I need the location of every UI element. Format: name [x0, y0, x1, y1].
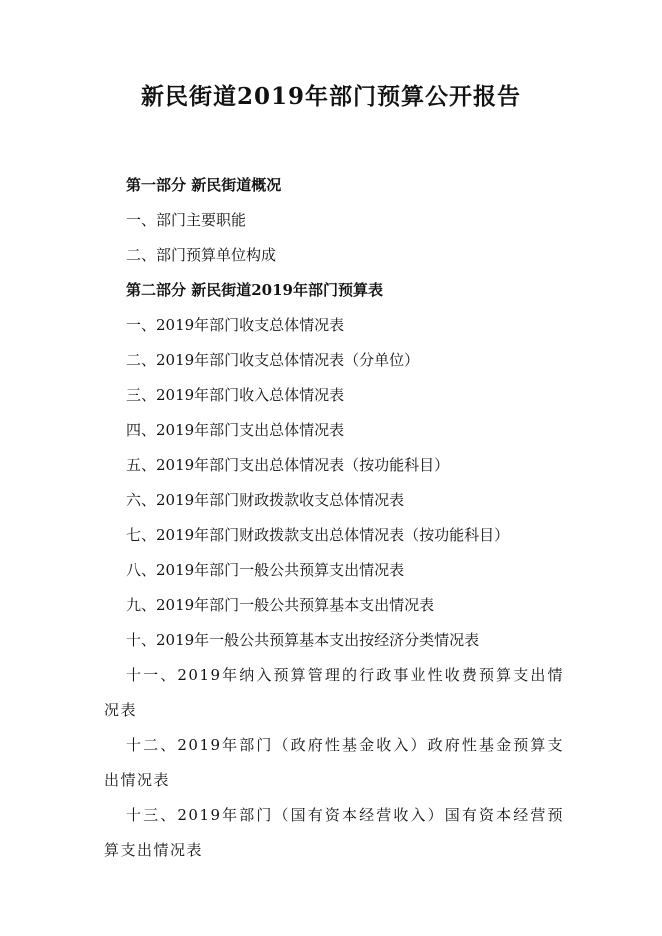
toc-section-heading: 第二部分 新民街道2019年部门预算表 — [126, 281, 383, 299]
toc-item: 十二、2019年部门（政府性基金收入）政府性基金预算支出情况表 — [104, 736, 564, 789]
toc-item: 十三、2019年部门（国有资本经营收入）国有资本经营预算支出情况表 — [104, 806, 564, 859]
toc-item: 十、2019年一般公共预算基本支出按经济分类情况表 — [126, 631, 480, 649]
toc-item: 二、2019年部门收支总体情况表（分单位） — [126, 351, 420, 369]
toc-item: 七、2019年部门财政拨款支出总体情况表（按功能科目） — [126, 526, 510, 544]
toc-item: 二、部门预算单位构成 — [126, 246, 277, 264]
toc-item: 一、2019年部门收支总体情况表 — [126, 316, 345, 334]
toc-item: 五、2019年部门支出总体情况表（按功能科目） — [126, 456, 450, 474]
toc-item: 三、2019年部门收入总体情况表 — [126, 386, 345, 404]
toc-item: 十一、2019年纳入预算管理的行政事业性收费预算支出情况表 — [104, 666, 564, 719]
toc-section-heading: 第一部分 新民街道概况 — [126, 176, 282, 194]
toc-item: 一、部门主要职能 — [126, 211, 247, 229]
toc-item: 六、2019年部门财政拨款收支总体情况表 — [126, 491, 405, 509]
table-of-contents — [104, 168, 564, 868]
toc-item: 九、2019年部门一般公共预算基本支出情况表 — [126, 596, 435, 614]
document-title: 新民街道2019年部门预算公开报告 — [140, 83, 521, 110]
toc-item: 四、2019年部门支出总体情况表 — [126, 421, 345, 439]
toc-item: 八、2019年部门一般公共预算支出情况表 — [126, 561, 405, 579]
